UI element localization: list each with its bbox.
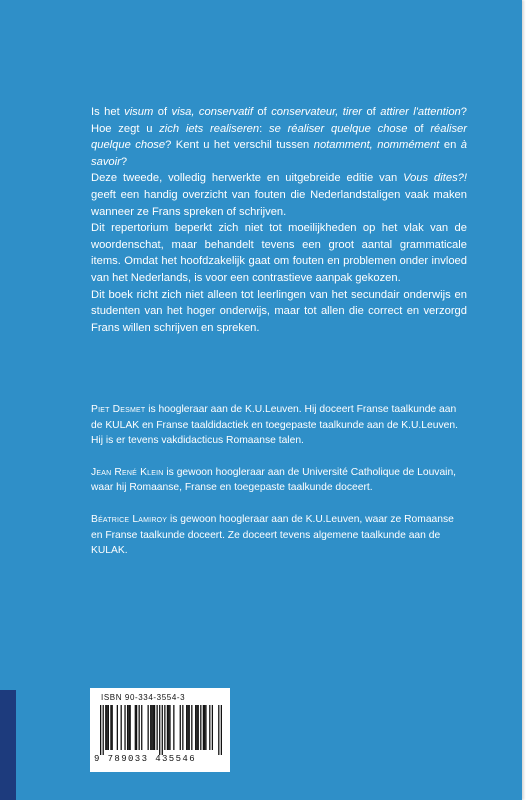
barcode-bar (150, 705, 151, 750)
barcode-bar (164, 705, 165, 750)
author-bios (91, 402, 467, 575)
barcode-label (90, 688, 230, 772)
text-run: geeft een handig overzicht van fouten die Nederlandstaligen vaak maken wanneer ze Frans spreken of schrijven. (91, 188, 467, 218)
author-bio-text: is gewoon hoogleraar aan de Université Catholique de Louvain, waar hij Romaanse, Franse en toegepaste taalkunde doceert. (91, 466, 457, 494)
barcode-bar (124, 705, 125, 750)
barcode-bar (209, 705, 210, 750)
barcode-bar (153, 705, 154, 750)
italic-term: attirer l'attention (380, 106, 461, 118)
italic-term: Vous dites?! (403, 172, 467, 185)
author-bio-text: is gewoon hoogleraar aan de K.U.Leuven, waar ze Romaanse en Franse taalkunde doceert. Ze doceert tevens algemene taalkunde aan de KULAK. (91, 513, 454, 557)
italic-term: visum (124, 106, 154, 118)
barcode-bar (141, 705, 142, 750)
italic-term: réaliser quelque chose (91, 122, 467, 152)
barcode-bar (168, 705, 169, 750)
isbn-text: ISBN 90-334-3554-3 (101, 693, 186, 702)
barcode-bar (221, 705, 222, 755)
blurb-text (91, 104, 467, 336)
barcode-bar (154, 705, 155, 750)
barcode-bar (106, 705, 107, 750)
barcode-bar (139, 705, 140, 750)
barcode-bar (136, 705, 137, 750)
italic-term: visa, conservatif (171, 106, 254, 118)
barcode-bar (169, 705, 170, 750)
barcode-icon (100, 705, 222, 755)
author-bio-text: is hoogleraar aan de K.U.Leuven. Hij doceert Franse taalkunde aan de KULAK en Franse taaldidactiek en toegepaste taalkunde aan de K.U.Leuven. Hij is er tevens vakdidacticus Romaanse talen. (91, 404, 458, 447)
italic-term: zich iets realiseren (159, 122, 260, 135)
text-run: of (407, 122, 431, 135)
barcode-bar (130, 705, 131, 750)
barcode-bar (103, 705, 104, 755)
spine-accent-bar (0, 690, 16, 800)
barcode-bar (182, 705, 183, 750)
italic-term: notamment, nommément (313, 139, 440, 152)
author-bio (91, 402, 467, 449)
barcode-bar (186, 705, 187, 750)
barcode-bar (148, 705, 149, 750)
barcode-bar (195, 705, 196, 750)
author-name: Jean René Klein (91, 466, 164, 478)
barcode-bar (203, 705, 204, 750)
barcode-bar (159, 705, 160, 755)
barcode-bar (100, 705, 101, 755)
barcode-bar (135, 705, 136, 750)
barcode-bar (108, 705, 109, 750)
barcode-bar (157, 705, 158, 750)
barcode-bar (162, 705, 163, 755)
blurb-paragraph-3: Dit repertorium beperkt zich niet tot moeilijkheden op het vlak van de woordenschat, maar behandelt tevens een groot aantal grammaticale items. Omdat het hoofdzakelijk gaat om fouten en problemen onder invloed van het Nederlands, is voor een contrastieve aanpak gekozen. (91, 222, 467, 284)
barcode-bar (198, 705, 199, 750)
barcode-bar (173, 705, 174, 750)
ean-digits: 9 789033 435546 (94, 754, 197, 764)
barcode-bar (110, 705, 111, 750)
barcode-bar (212, 705, 213, 750)
blurb-paragraph-1 (91, 104, 467, 170)
text-run: ? Hoe zegt u (91, 106, 468, 135)
barcode-bar (167, 705, 168, 750)
barcode-bar (121, 705, 122, 750)
barcode-bar (105, 705, 106, 750)
barcode-bar (191, 705, 192, 750)
barcode-bar (187, 705, 188, 750)
barcode-bar (117, 705, 118, 750)
barcode-bar (112, 705, 113, 750)
barcode-bar (151, 705, 152, 750)
barcode-bar (128, 705, 129, 750)
text-run: ? Kent u het verschil tussen (165, 139, 314, 152)
blurb-paragraph-2 (91, 170, 467, 220)
italic-term: conservateur, tirer (271, 106, 363, 118)
barcode-bar (127, 705, 128, 750)
author-name: Béatrice Lamiroy (91, 513, 168, 525)
barcode-bar (196, 705, 197, 750)
barcode-bar (180, 705, 181, 750)
barcode-bar (204, 705, 205, 750)
text-run: en (439, 139, 461, 152)
author-bio (91, 465, 467, 496)
italic-term: à savoir (91, 139, 467, 168)
barcode-bar (200, 705, 201, 750)
text-run: ? (120, 155, 128, 168)
text-run: of (153, 106, 172, 118)
text-run: : (259, 122, 269, 135)
blurb-paragraph-4: Dit boek richt zich niet alleen tot leerlingen van het secundair onderwijs en studenten van het hoger onderwijs, maar tot allen die correct en verzorgd Frans willen schrijven en spreken. (91, 288, 467, 334)
text-run: of (253, 106, 272, 118)
author-name: Piet Desmet (91, 404, 146, 415)
text-run: of (362, 106, 381, 118)
barcode-bar (189, 705, 190, 750)
text-run: Is het (91, 106, 125, 118)
barcode-bar (218, 705, 219, 755)
barcode-bar (205, 705, 206, 750)
italic-term: se réaliser quelque chose (269, 122, 408, 135)
text-run: Deze tweede, volledig herwerkte en uitgebreide editie van (91, 172, 404, 185)
author-bio (91, 512, 467, 559)
